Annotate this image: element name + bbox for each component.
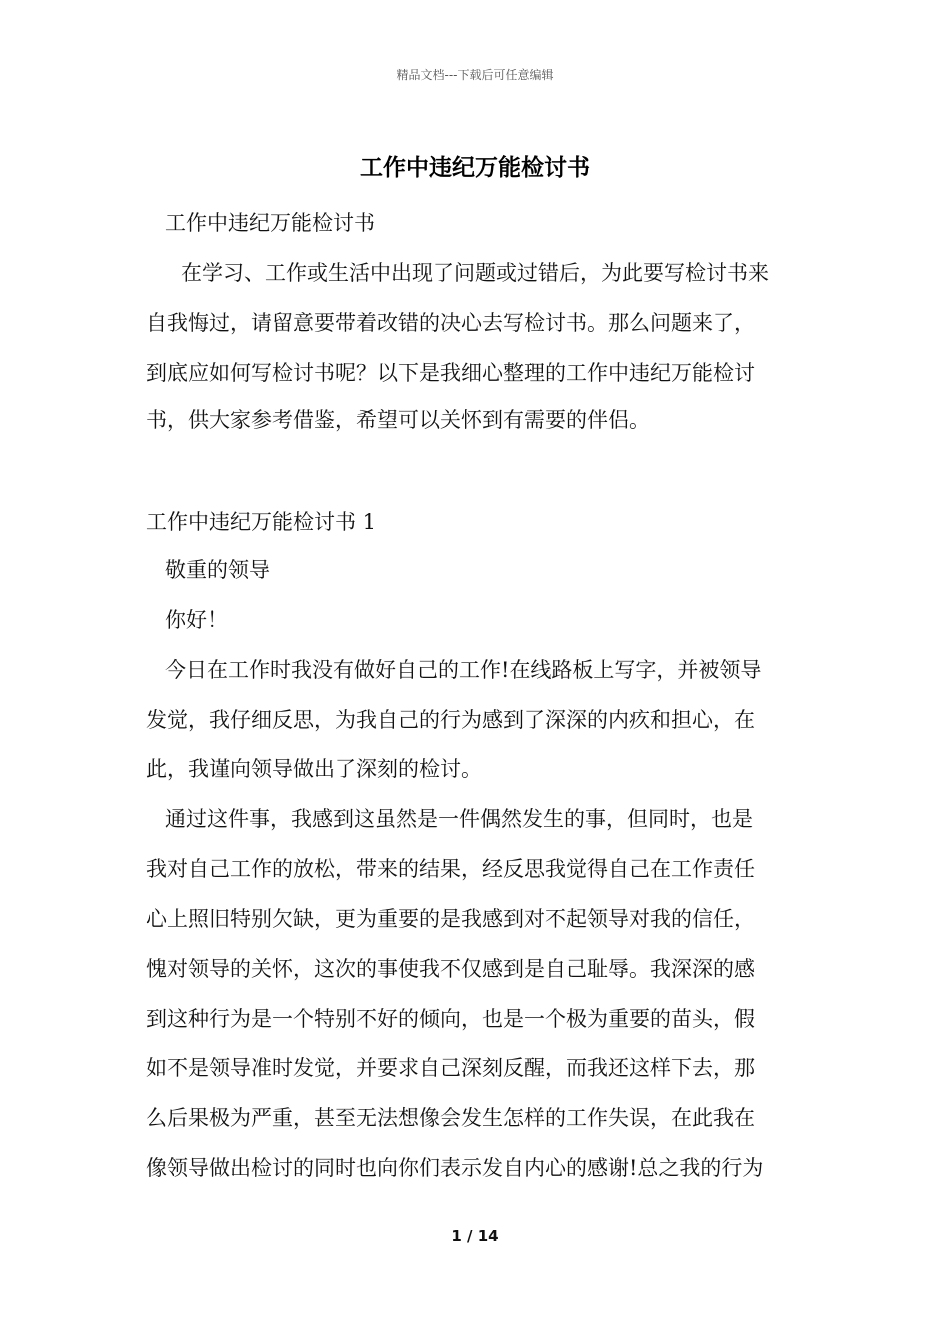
page-total: 14: [477, 1227, 499, 1245]
page-current: 1: [451, 1227, 462, 1245]
body-line-9: 如不是领导准时发觉，并要求自己深刻反醒，而我还这样下去，那: [146, 1056, 755, 1080]
body-line-6: 心上照旧特别欠缺，更为重要的是我感到对不起领导对我的信任，: [146, 907, 755, 931]
page-separator: /: [461, 1227, 478, 1245]
body-line-10: 么后果极为严重，甚至无法想像会发生怎样的工作失误，在此我在: [146, 1106, 755, 1130]
document-title: 工作中违纪万能检讨书: [360, 154, 590, 181]
body-line-1: 今日在工作时我没有做好自己的工作!在线路板上写字，并被领导: [165, 658, 762, 682]
body-line-7: 愧对领导的关怀，这次的事使我不仅感到是自己耻辱。我深深的感: [146, 957, 755, 981]
body-line-11: 像领导做出检讨的同时也向你们表示发自内心的感谢!总之我的行为: [146, 1156, 764, 1180]
body-line-4: 通过这件事，我感到这虽然是一件偶然发生的事，但同时，也是: [165, 807, 753, 831]
intro-line-2: 自我悔过，请留意要带着改错的决心去写检讨书。那么问题来了，: [146, 311, 755, 335]
body-line-3: 此，我谨向领导做出了深刻的检讨。: [146, 757, 482, 781]
intro-line-4: 书，供大家参考借鉴，希望可以关怀到有需要的伴侣。: [146, 408, 650, 432]
page-header: 精品文档---下载后可任意编辑: [396, 68, 554, 82]
intro-line-3: 到底应如何写检讨书呢？以下是我细心整理的工作中违纪万能检讨: [146, 361, 755, 385]
intro-line-1: 在学习、工作或生活中出现了问题或过错后，为此要写检讨书来: [181, 261, 769, 285]
section-heading-1: 工作中违纪万能检讨书 1: [146, 510, 377, 534]
body-line-5: 我对自己工作的放松，带来的结果，经反思我觉得自己在工作责任: [146, 857, 755, 881]
body-line-2: 发觉，我仔细反思，为我自己的行为感到了深深的内疚和担心，在: [146, 708, 755, 732]
salutation-line: 敬重的领导: [165, 558, 270, 582]
page-number: [0, 1226, 950, 1246]
body-line-8: 到这种行为是一个特别不好的倾向，也是一个极为重要的苗头，假: [146, 1007, 755, 1031]
subtitle-line: 工作中违纪万能检讨书: [165, 211, 375, 235]
greeting-line: 你好！: [165, 608, 228, 632]
